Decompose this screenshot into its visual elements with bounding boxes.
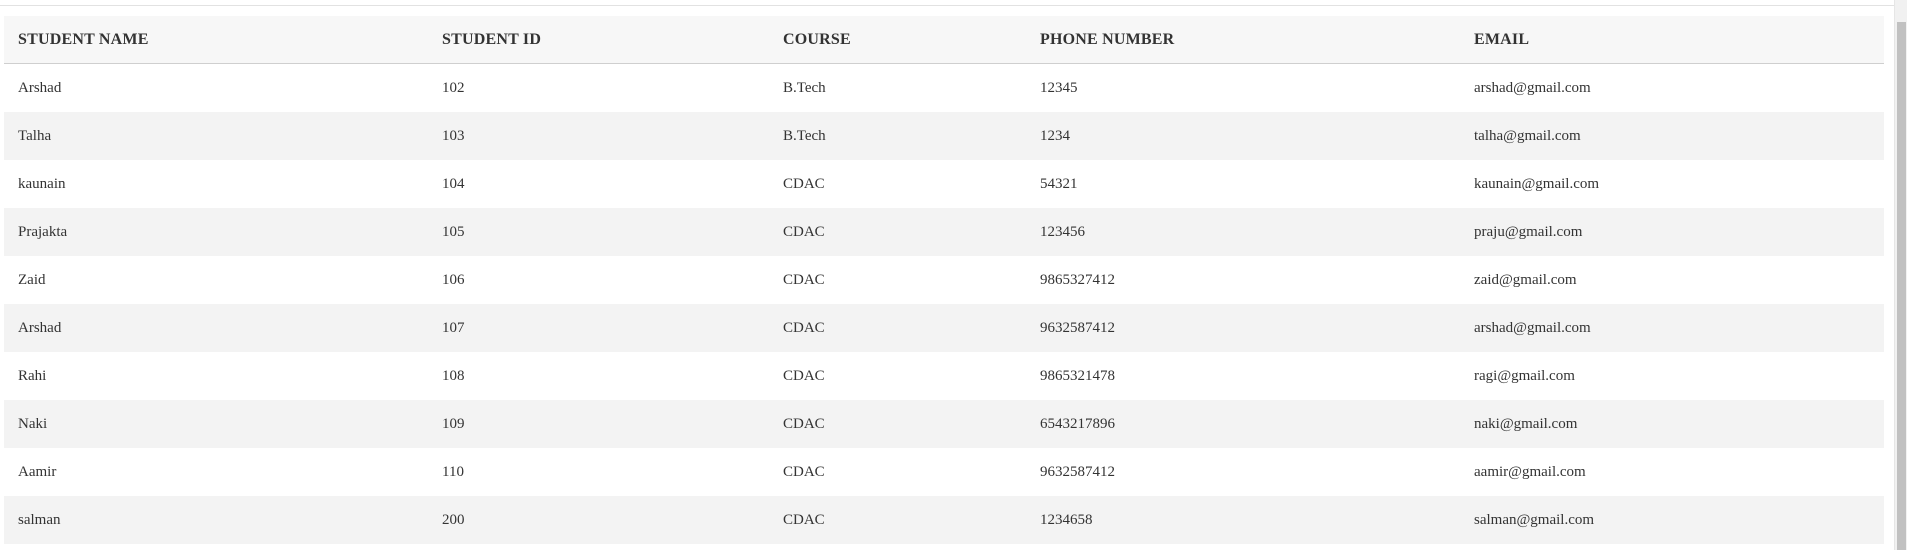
cell-course: CDAC [783,367,825,384]
cell-phone-number: 1234658 [1040,511,1093,528]
cell-course: CDAC [783,463,825,480]
cell-student-id: 102 [442,79,465,96]
cell-course: B.Tech [783,127,826,144]
cell-student-id: 106 [442,271,465,288]
cell-phone-number: 54321 [1040,175,1078,192]
top-border [0,0,1907,6]
cell-course: CDAC [783,175,825,192]
column-header-email: EMAIL [1460,16,1884,64]
cell-student-name: Naki [18,415,48,432]
cell-phone-number: 9865327412 [1040,271,1115,288]
cell-student-name: Arshad [18,79,62,96]
table-row [4,304,1884,352]
cell-phone-number: 9865321478 [1040,367,1115,384]
table-row [4,160,1884,208]
cell-email: ragi@gmail.com [1474,367,1575,384]
cell-student-id: 108 [442,367,465,384]
cell-email: salman@gmail.com [1474,511,1595,528]
scrollbar-thumb[interactable] [1897,22,1906,550]
cell-student-id: 107 [442,319,465,336]
cell-phone-number: 9632587412 [1040,319,1115,336]
cell-course: CDAC [783,511,825,528]
cell-student-id: 105 [442,223,465,240]
cell-course: CDAC [783,319,825,336]
table-row [4,64,1884,113]
cell-student-name: salman [18,511,61,528]
cell-phone-number: 1234 [1040,127,1070,144]
column-header-student-name: STUDENT NAME [4,16,428,64]
cell-student-name: Prajakta [18,223,68,240]
table-row [4,208,1884,256]
cell-course: CDAC [783,415,825,432]
cell-phone-number: 12345 [1040,79,1078,96]
students-table [4,16,1884,544]
cell-course: CDAC [783,271,825,288]
table-row [4,256,1884,304]
cell-student-id: 109 [442,415,465,432]
cell-email: aamir@gmail.com [1474,463,1586,480]
cell-student-id: 104 [442,175,465,192]
table-row [4,496,1884,544]
cell-phone-number: 9632587412 [1040,463,1115,480]
cell-email: arshad@gmail.com [1474,79,1591,96]
column-header-student-id: STUDENT ID [428,16,769,64]
column-header-phone-number: PHONE NUMBER [1026,16,1460,64]
table-row [4,352,1884,400]
students-table-container [4,16,1884,544]
table-row [4,448,1884,496]
table-header-row [4,16,1884,64]
cell-student-name: kaunain [18,175,66,192]
column-header-course: COURSE [769,16,1026,64]
cell-student-id: 200 [442,511,465,528]
table-row [4,400,1884,448]
cell-student-name: Aamir [18,463,57,480]
vertical-scrollbar[interactable] [1894,0,1907,550]
cell-student-name: Arshad [18,319,62,336]
cell-phone-number: 6543217896 [1040,415,1115,432]
cell-student-id: 110 [442,463,464,480]
cell-course: CDAC [783,223,825,240]
cell-email: naki@gmail.com [1474,415,1578,432]
cell-email: praju@gmail.com [1474,223,1583,240]
cell-student-name: Rahi [18,367,47,384]
table-row [4,112,1884,160]
cell-course: B.Tech [783,79,826,96]
cell-email: arshad@gmail.com [1474,319,1591,336]
cell-email: zaid@gmail.com [1474,271,1577,288]
cell-student-name: Zaid [18,271,46,288]
cell-email: kaunain@gmail.com [1474,175,1600,192]
cell-student-id: 103 [442,127,465,144]
cell-phone-number: 123456 [1040,223,1085,240]
cell-email: talha@gmail.com [1474,127,1581,144]
cell-student-name: Talha [18,127,52,144]
